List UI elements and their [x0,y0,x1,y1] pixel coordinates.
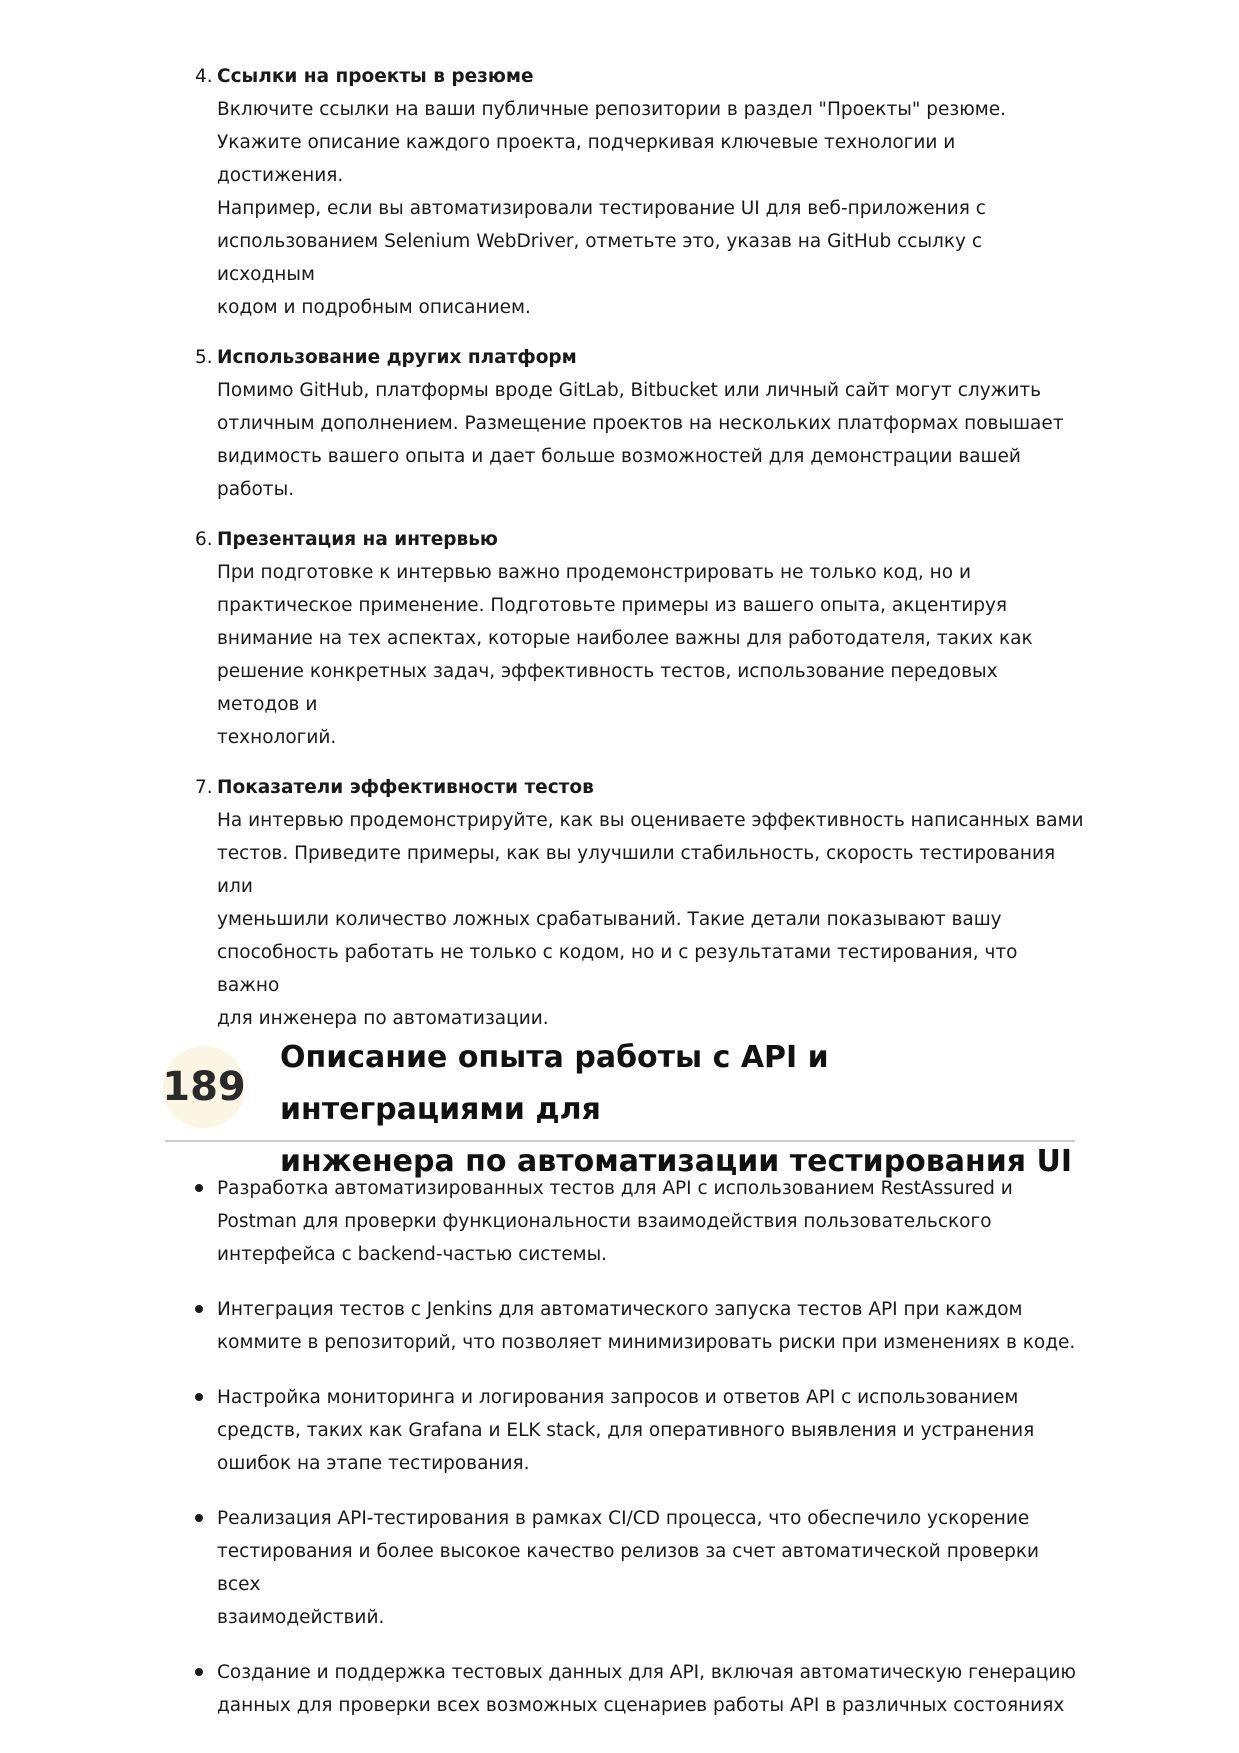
list-item [195,523,1085,754]
list-item-number: 7. [195,777,213,798]
list-item-text-line: уменьшили количество ложных срабатываний. Такие детали показывают вашу [217,909,1002,930]
list-item-title: Ссылки на проекты в резюме [217,66,534,87]
bullet-item [195,1172,1085,1271]
bullet-icon [195,1393,203,1401]
bullet-text-line: Разработка автоматизированных тестов для API с использованием RestAssured и [217,1178,1013,1199]
list-item-text-line: Укажите описание каждого проекта, подчеркивая ключевые технологии и достижения. [217,132,956,186]
section-title-line: Описание опыта работы с API и интеграциями для [280,1040,829,1127]
list-item [195,60,1085,324]
list-item-number: 5. [195,347,213,368]
bullet-item [195,1293,1085,1359]
section-title-line: инженера по автоматизации тестирования UI [280,1144,1072,1179]
list-item-text-line: На интервью продемонстрируйте, как вы оцениваете эффективность написанных вами [217,810,1084,831]
bullet-text-line: взаимодействий. [217,1607,385,1628]
list-item [195,771,1085,1035]
list-item-text-line: Помимо GitHub, платформы вроде GitLab, Bitbucket или личный сайт могут служить [217,380,1042,401]
list-item-text-line: отличным дополнением. Размещение проектов на нескольких платформах повышает [217,413,1064,434]
bullet-text-line: тестирования и более высокое качество релизов за счет автоматической проверки всех [217,1541,1040,1595]
list-item-text-line: практическое применение. Подготовьте примеры из вашего опыта, акцентируя [217,595,1008,616]
list-item-number: 4. [195,66,213,87]
list-item-text-line: кодом и подробным описанием. [217,297,531,318]
list-item-number: 6. [195,529,213,550]
list-item-text-line: способность работать не только с кодом, но и с результатами тестирования, что важно [217,942,1018,996]
bullet-text-line: Создание и поддержка тестовых данных для API, включая автоматическую генерацию [217,1662,1076,1683]
section-number-badge: 189 [163,1046,245,1128]
experience-bullet-list [195,1172,1085,1744]
bullet-text-line: средств, таких как Grafana и ELK stack, для оперативного выявления и устранения [217,1420,1035,1441]
list-item-title: Показатели эффективности тестов [217,777,594,798]
bullet-text-line: данных для проверки всех возможных сценариев работы API в различных состояниях [217,1695,1065,1716]
bullet-icon [195,1514,203,1522]
bullet-item [195,1381,1085,1480]
bullet-text-line: интерфейса с backend-частью системы. [217,1244,608,1265]
section-title [280,1032,1080,1188]
list-item-text-line: для инженера по автоматизации. [217,1008,549,1029]
list-item-title: Использование других платформ [217,347,577,368]
section-divider [165,1140,1075,1142]
bullet-item [195,1656,1085,1722]
numbered-tips-list [195,60,1085,1052]
bullet-text-line: коммите в репозиторий, что позволяет минимизировать риски при изменениях в коде. [217,1332,1076,1353]
list-item-text-line: внимание на тех аспектах, которые наиболее важны для работодателя, таких как [217,628,1033,649]
bullet-text-line: Postman для проверки функциональности взаимодействия пользовательского [217,1211,992,1232]
list-item-text-line: использованием Selenium WebDriver, отметьте это, указав на GitHub ссылку с исходным [217,231,983,285]
list-item-title: Презентация на интервью [217,529,498,550]
list-item-text-line: тестов. Приведите примеры, как вы улучшили стабильность, скорость тестирования или [217,843,1056,897]
bullet-item [195,1502,1085,1634]
bullet-icon [195,1668,203,1676]
bullet-text-line: Реализация API-тестирования в рамках CI/CD процесса, что обеспечило ускорение [217,1508,1030,1529]
list-item [195,341,1085,506]
list-item-text-line: технологий. [217,727,337,748]
list-item-text-line: видимость вашего опыта и дает больше возможностей для демонстрации вашей [217,446,1021,467]
list-item-text-line: решение конкретных задач, эффективность тестов, использование передовых методов и [217,661,998,715]
bullet-icon [195,1305,203,1313]
list-item-text-line: Например, если вы автоматизировали тестирование UI для веб-приложения с [217,198,986,219]
list-item-text-line: При подготовке к интервью важно продемонстрировать не только код, но и [217,562,971,583]
bullet-text-line: Настройка мониторинга и логирования запросов и ответов API с использованием [217,1387,1019,1408]
bullet-icon [195,1184,203,1192]
list-item-text-line: Включите ссылки на ваши публичные репозитории в раздел "Проекты" резюме. [217,99,1006,120]
list-item-text-line: работы. [217,479,295,500]
bullet-text-line: ошибок на этапе тестирования. [217,1453,530,1474]
bullet-text-line: Интеграция тестов с Jenkins для автоматического запуска тестов API при каждом [217,1299,1023,1320]
